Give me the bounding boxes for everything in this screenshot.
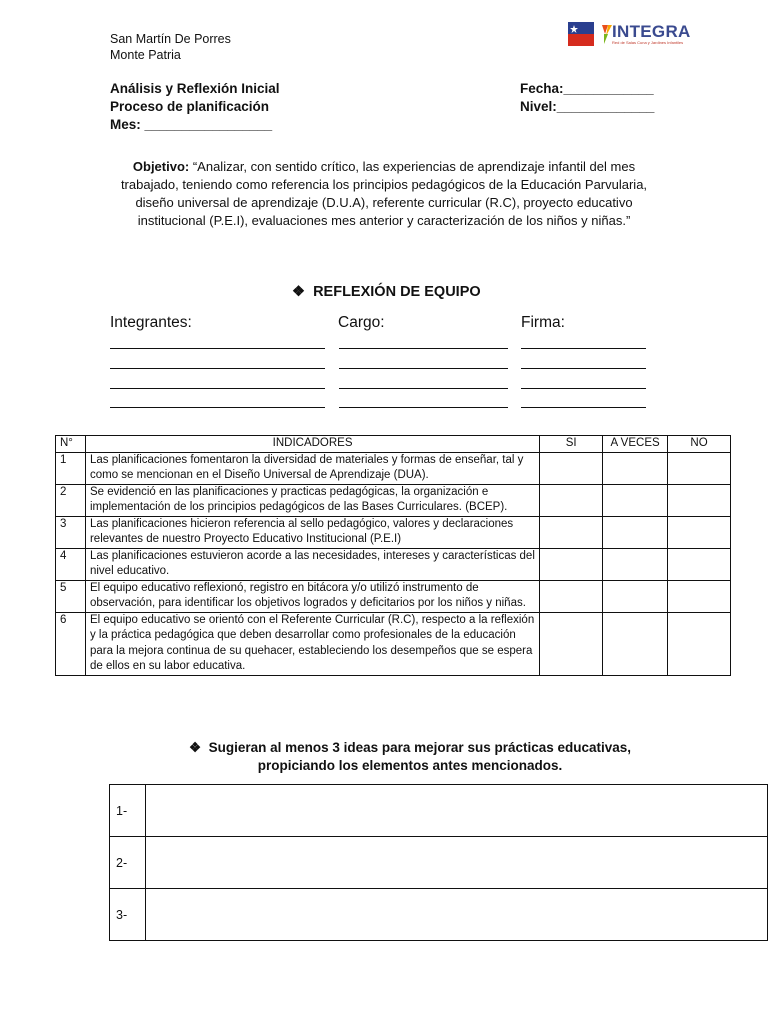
member-line-4[interactable] xyxy=(110,407,325,408)
title-analysis: Análisis y Reflexión Inicial xyxy=(110,81,280,96)
header-no: NO xyxy=(668,436,731,453)
indicators-header-row xyxy=(56,436,731,453)
yes-cell[interactable] xyxy=(540,612,603,675)
header-yes: SI xyxy=(540,436,603,453)
no-cell[interactable] xyxy=(668,548,731,580)
month-field: Mes: _________________ xyxy=(110,117,273,132)
no-cell[interactable] xyxy=(668,612,731,675)
row-number: 2 xyxy=(56,484,86,516)
yes-cell[interactable] xyxy=(540,580,603,612)
signature-line-3[interactable] xyxy=(521,388,646,389)
table-row xyxy=(56,548,731,580)
table-row xyxy=(56,580,731,612)
sometimes-cell[interactable] xyxy=(603,452,668,484)
row-indicator-text: Las planificaciones hicieron referencia al sello pedagógico, valores y declaraciones relevantes de nuestro Proyecto Educativo Institucional (P.E.I) xyxy=(85,516,539,548)
header-sometimes: A VECES xyxy=(603,436,668,453)
row-indicator-text: Las planificaciones estuvieron acorde a las necesidades, intereses y características del nivel educativo. xyxy=(85,548,539,580)
date-field: Fecha:____________ xyxy=(520,81,654,96)
role-line-1[interactable] xyxy=(339,348,508,349)
member-line-2[interactable] xyxy=(110,368,325,369)
institution-name xyxy=(110,31,231,63)
signature-line-2[interactable] xyxy=(521,368,646,369)
member-line-1[interactable] xyxy=(110,348,325,349)
table-row xyxy=(56,484,731,516)
ideas-title-line-1 xyxy=(150,739,670,757)
team-title-text: REFLEXIÓN DE EQUIPO xyxy=(313,284,481,300)
idea-number: 1- xyxy=(110,785,146,837)
role-line-4[interactable] xyxy=(339,407,508,408)
yes-cell[interactable] xyxy=(540,452,603,484)
sometimes-cell[interactable] xyxy=(603,548,668,580)
row-number: 4 xyxy=(56,548,86,580)
row-indicator-text: Las planificaciones fomentaron la diversidad de materiales y formas de enseñar, tal y como se mencionan en el Diseño Universal de Aprendizaje (DUA). xyxy=(85,452,539,484)
member-line-3[interactable] xyxy=(110,388,325,389)
sometimes-cell[interactable] xyxy=(603,612,668,675)
role-line-2[interactable] xyxy=(339,368,508,369)
level-field: Nivel:_____________ xyxy=(520,99,655,114)
role-label: Cargo: xyxy=(338,314,385,331)
table-row xyxy=(56,452,731,484)
ideas-section-title xyxy=(150,739,670,775)
sometimes-cell[interactable] xyxy=(603,484,668,516)
yes-cell[interactable] xyxy=(540,548,603,580)
row-number: 3 xyxy=(56,516,86,548)
sometimes-cell[interactable] xyxy=(603,580,668,612)
title-process: Proceso de planificación xyxy=(110,99,270,114)
diamond-bullet-icon: ❖ xyxy=(188,740,202,755)
idea-input-cell[interactable] xyxy=(146,889,768,941)
objective-text: “Analizar, con sentido crítico, las experiencias de aprendizaje infantil del mes trabajado, teniendo como referencia los principios pedagógicos de la Educación Parvularia, diseño universal de aprendizaje (D.U.A), referente curricular (R.C), proyecto educativo institucional (P.E.I), evaluaciones mes anterior y caracterización de los niños y niñas.” xyxy=(120,159,648,228)
institution-line-2: Monte Patria xyxy=(110,48,181,62)
logo-subtext: Red de Salas Cuna y Jardines Infantiles xyxy=(612,40,684,45)
idea-number: 3- xyxy=(110,889,146,941)
members-label: Integrantes: xyxy=(110,314,192,331)
table-row xyxy=(110,785,768,837)
idea-input-cell[interactable] xyxy=(146,837,768,889)
table-row xyxy=(56,516,731,548)
table-row xyxy=(110,837,768,889)
ideas-title-text-1: Sugieran al menos 3 ideas para mejorar sus prácticas educativas, xyxy=(208,740,632,755)
row-indicator-text: El equipo educativo reflexionó, registro en bitácora y/o utilizó instrumento de observación, para identificar los objetivos logrados y deficitarios por los niños y niñas. xyxy=(85,580,539,612)
institution-line-1: San Martín De Porres xyxy=(110,32,231,46)
no-cell[interactable] xyxy=(668,452,731,484)
team-section-title xyxy=(292,284,481,300)
table-row xyxy=(56,612,731,675)
no-cell[interactable] xyxy=(668,516,731,548)
role-line-3[interactable] xyxy=(339,388,508,389)
no-cell[interactable] xyxy=(668,580,731,612)
row-indicator-text: El equipo educativo se orientó con el Referente Curricular (R.C), respecto a la reflexión y la práctica pedagógica que deben desarrollar como profesionales de la educación para la mejora continua de su quehacer, estableciendo los desempeños que se espera de ellos en su labor educativa. xyxy=(85,612,539,675)
logo-text: INTEGRA xyxy=(612,22,691,41)
idea-number: 2- xyxy=(110,837,146,889)
yes-cell[interactable] xyxy=(540,516,603,548)
indicators-table xyxy=(55,435,731,676)
no-cell[interactable] xyxy=(668,484,731,516)
integra-logo xyxy=(568,20,693,48)
signature-label: Firma: xyxy=(521,314,565,331)
yes-cell[interactable] xyxy=(540,484,603,516)
diamond-bullet-icon: ❖ xyxy=(292,284,305,300)
ideas-table xyxy=(109,784,768,941)
sometimes-cell[interactable] xyxy=(603,516,668,548)
idea-input-cell[interactable] xyxy=(146,785,768,837)
objective-label: Objetivo: xyxy=(132,159,190,174)
signature-line-1[interactable] xyxy=(521,348,646,349)
row-indicator-text: Se evidenció en las planificaciones y practicas pedagógicas, la organización e implementación de los principios pedagógicos de las Bases Curriculares. (BCEP). xyxy=(85,484,539,516)
row-number: 1 xyxy=(56,452,86,484)
objective-paragraph xyxy=(110,158,658,230)
signature-line-4[interactable] xyxy=(521,407,646,408)
header-indicators: INDICADORES xyxy=(85,436,539,453)
row-number: 5 xyxy=(56,580,86,612)
table-row xyxy=(110,889,768,941)
row-number: 6 xyxy=(56,612,86,675)
header-number: N° xyxy=(56,436,86,453)
ideas-title-line-2: propiciando los elementos antes mencionados. xyxy=(257,758,563,773)
